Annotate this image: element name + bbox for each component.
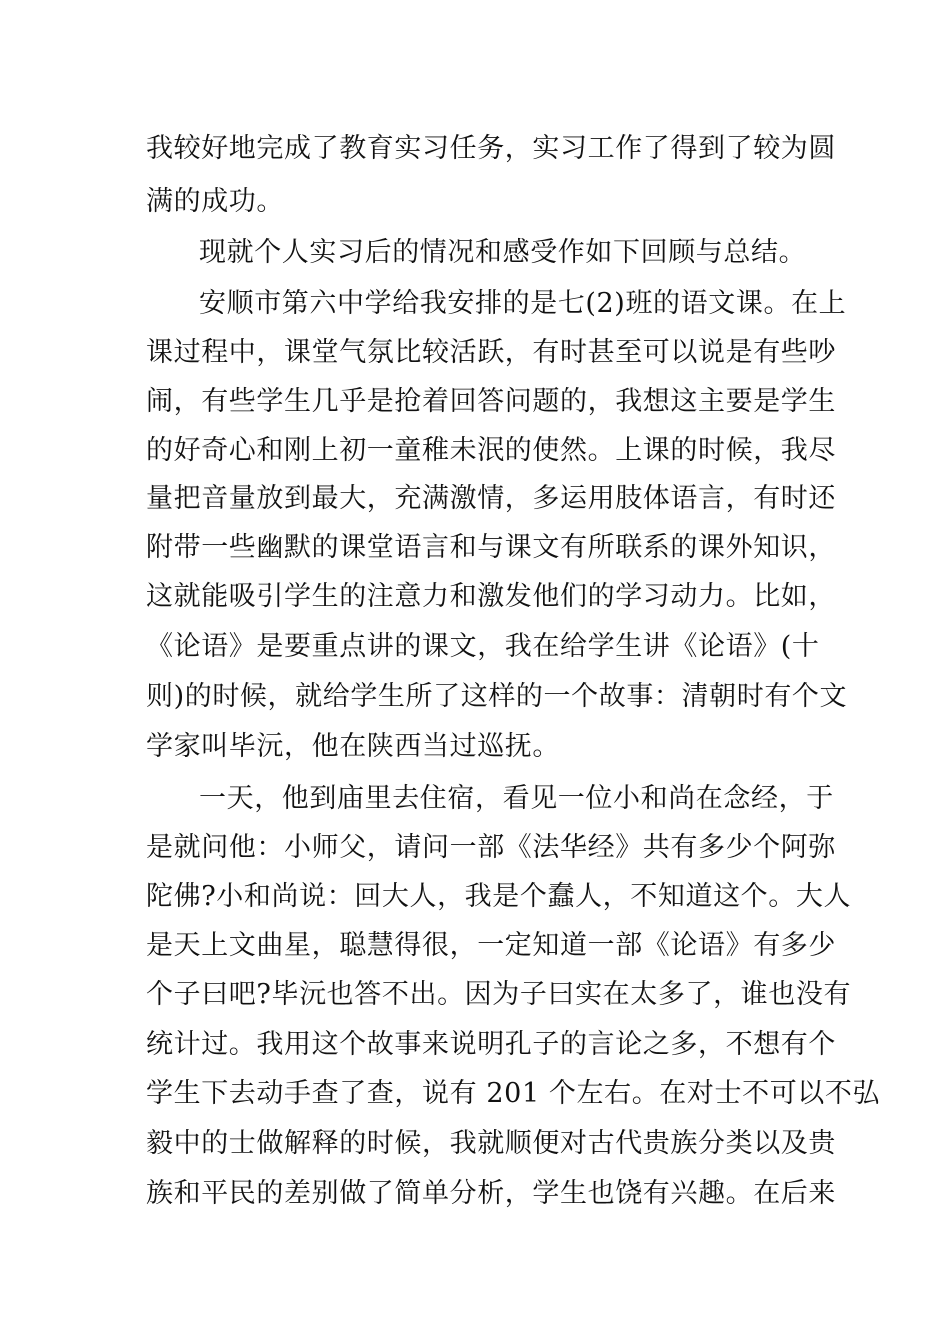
text-line: 则)的时候，就给学生所了这样的一个故事：清朝时有个文 [146,681,848,712]
text-line: 我较好地完成了教育实习任务，实习工作了得到了较为圆 [146,133,836,164]
text-line: 安顺市第六中学给我安排的是七(2)班的语文课。在上 [199,288,847,319]
text-line: 现就个人实习后的情况和感受作如下回顾与总结。 [199,237,807,268]
text-line: 的好奇心和刚上初一童稚未泯的使然。上课的时候，我尽 [146,435,836,466]
text-line: 是就问他：小师父，请问一部《法华经》共有多少个阿弥 [146,832,836,863]
text-line: 毅中的士做解释的时候，我就顺便对古代贵族分类以及贵 [146,1128,836,1159]
text-line: 族和平民的差别做了简单分析，学生也饶有兴趣。在后来 [146,1178,836,1209]
text-line: 量把音量放到最大，充满激情，多运用肢体语言，有时还 [146,483,836,514]
text-line: 是天上文曲星，聪慧得很，一定知道一部《论语》有多少 [146,930,836,961]
text-line: 满的成功。 [146,186,284,217]
text-line: 一天，他到庙里去住宿，看见一位小和尚在念经，于 [199,783,834,814]
text-line: 这就能吸引学生的注意力和激发他们的学习动力。比如， [146,581,836,612]
text-line: 个子曰吧?毕沅也答不出。因为子曰实在太多了，谁也没有 [146,979,852,1010]
text-line: 学生下去动手查了查，说有 201 个左右。在对士不可以不弘 [146,1078,881,1109]
text-line: 统计过。我用这个故事来说明孔子的言论之多，不想有个 [146,1029,836,1060]
text-line: 陀佛?小和尚说：回大人，我是个蠢人，不知道这个。大人 [146,881,852,912]
text-line: 附带一些幽默的课堂语言和与课文有所联系的课外知识， [146,532,836,563]
text-line: 《论语》是要重点讲的课文，我在给学生讲《论语》(十 [146,631,820,662]
text-line: 闹，有些学生几乎是抢着回答问题的，我想这主要是学生 [146,386,836,417]
text-line: 课过程中，课堂气氛比较活跃，有时甚至可以说是有些吵 [146,337,836,368]
text-line: 学家叫毕沅，他在陕西当过巡抚。 [146,731,560,762]
